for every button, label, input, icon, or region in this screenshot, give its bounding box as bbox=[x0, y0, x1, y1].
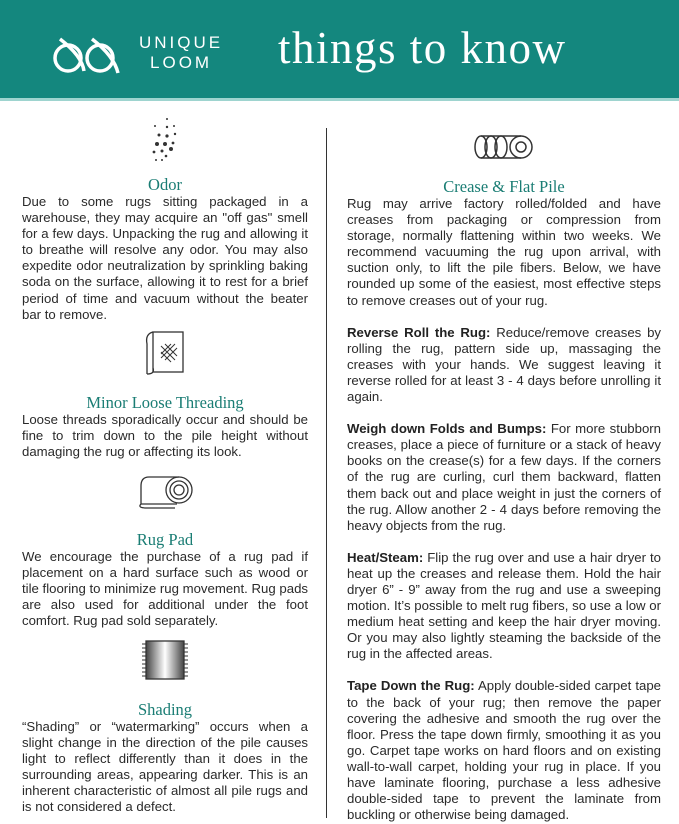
section-odor bbox=[22, 116, 308, 323]
tip-text: Reduce/remove creases by rolling the rug, pattern side up, massaging the creases with your hands. We suggest leaving it reverse rolled for at least 3 - 4 days before unrolling it again. bbox=[347, 324, 661, 405]
section-text: “Shading” or “watermarking” occurs when a slight change in the direction of the pile causes light to reflect differently than it does in the surrounding areas, appearing darker. This is an inherent characteristic of almost all pile rugs and is not considered a defect. bbox=[22, 719, 308, 815]
rolled-rug-icon bbox=[473, 134, 535, 160]
rug-pad-roll-icon bbox=[135, 474, 195, 510]
section-text: We encourage the purchase of a rug pad if placement on a hard surface such as wood or tile flooring to minimize rug movement. Rug pads are also used for additional under the foot comfort. Rug pad sold separately. bbox=[22, 549, 308, 629]
unique-loom-logo-icon bbox=[52, 36, 132, 76]
tip-tape-down bbox=[347, 678, 661, 823]
brand-name bbox=[139, 33, 223, 73]
tip-text: Flip the rug over and use a hair dryer to heat up the creases and release them. Hold the hair dryer 6” - 9” away from the rug and use a sweeping motion. It’s possible to melt rug fibers, so use a low or medium heat setting and keep the hair dryer moving. Or you may also lightly steaming the backside of the rug in the affected areas. bbox=[347, 549, 661, 662]
dots-icon bbox=[145, 116, 185, 162]
tip-text: For more stubborn creases, place a piece of furniture or a stack of heavy books on the crease(s) for a few days. If the corners of the rug are curling, curl them backward, flatten them back out and place weight in just the corners of the rug. Allow another 2 - 4 days before removing the heavy objects from the rug. bbox=[347, 421, 662, 533]
page-title: things to know bbox=[278, 23, 567, 73]
section-title: Minor Loose Threading bbox=[86, 393, 244, 412]
intro-text: Rug may arrive factory rolled/folded and have creases from packaging or compression from storage, normally flattening within two weeks. We recommend vacuuming the rug upon arrival, with suction only, to lift the pile fibers. Below, we have rounded up some of the easiest, most effective steps to remove creases out of your rug. bbox=[347, 196, 661, 308]
tip-label: Reverse Roll the Rug: bbox=[347, 324, 491, 340]
section-title: Odor bbox=[148, 175, 182, 194]
section-threading bbox=[22, 330, 308, 460]
brand-line-1: UNIQUE bbox=[139, 33, 224, 52]
tip-weigh-down bbox=[347, 421, 661, 534]
section-title: Shading bbox=[137, 700, 193, 719]
section-crease bbox=[347, 134, 661, 823]
section-text: Due to some rugs sitting packaged in a warehouse, they may acquire an "off gas" smell for a few days. Unpacking the rug and allowing it to breathe will resolve any odor. You may also expedite odor neutralization by sprinkling baking soda on the surface, allowing it to rest for a brief period of time and vacuum without the beater bar to remove. bbox=[22, 194, 308, 322]
tip-heat-steam bbox=[347, 550, 661, 663]
tip-text: Apply double-sided carpet tape to the back of your rug; then remove the paper covering the adhesive and smooth the rug over the floor. Press the tape down firmly, smoothing it as you go. Carpet tape works on hard floors and on existing wall-to-wall carpet, holding your rug in place. If you have laminate flooring, purchase a less adhesive double-sided tape to prevent the laminate from buckling or otherwise being damaged. bbox=[347, 678, 661, 823]
section-title: Crease & Flat Pile bbox=[443, 177, 565, 196]
brand-line-2: LOOM bbox=[150, 53, 213, 72]
tip-label: Weigh down Folds and Bumps: bbox=[347, 421, 547, 437]
section-shading bbox=[22, 638, 308, 816]
tip-label: Heat/Steam: bbox=[347, 549, 424, 565]
tip-label: Tape Down the Rug: bbox=[347, 678, 475, 694]
tip-reverse-roll bbox=[347, 325, 661, 405]
section-title: Rug Pad bbox=[136, 530, 194, 549]
section-text: Loose threads sporadically occur and should be fine to trim down to the pile height without damaging the rug or affecting its look. bbox=[22, 412, 308, 460]
section-rug-pad bbox=[22, 474, 308, 629]
header-banner bbox=[0, 0, 679, 101]
column-divider bbox=[326, 128, 327, 818]
shading-rug-icon bbox=[140, 638, 190, 682]
rug-threading-icon bbox=[143, 330, 187, 376]
